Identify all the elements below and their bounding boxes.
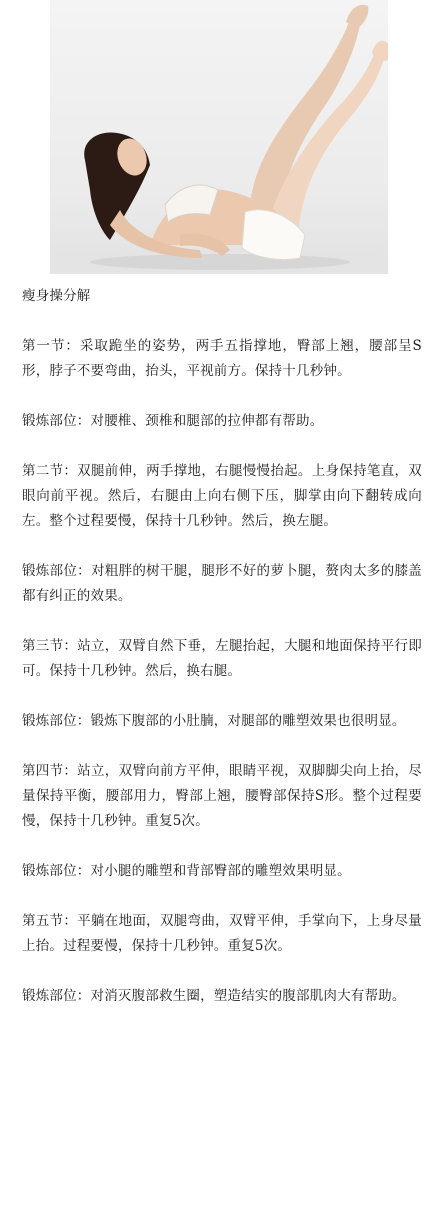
section-5-benefit: 锻炼部位：对消灭腹部救生圈，塑造结实的腹部肌肉大有帮助。 xyxy=(22,988,406,1004)
article-title: 瘦身操分解 xyxy=(22,288,91,304)
article-body xyxy=(22,284,422,1034)
section-2-benefit: 锻炼部位：对粗胖的树干腿，腿形不好的萝卜腿，赘肉太多的膝盖都有纠正的效果。 xyxy=(22,563,422,604)
section-1-benefit: 锻炼部位：对腰椎、颈椎和腿部的拉伸都有帮助。 xyxy=(22,413,324,429)
section-4-steps: 第四节：站立，双臂向前方平伸，眼睛平视，双脚脚尖向上抬，尽量保持平衡，腰部用力，臀部上翘，腰臀部保持S形。整个过程要慢，保持十几秒钟。重复5次。 xyxy=(22,763,422,829)
exercise-photo xyxy=(50,0,388,274)
section-1-steps: 第一节：采取跪坐的姿势，两手五指撑地，臀部上翘，腰部呈S形，脖子不要弯曲，抬头，平视前方。保持十几秒钟。 xyxy=(22,338,422,379)
section-2-steps: 第二节：双腿前伸，两手撑地，右腿慢慢抬起。上身保持笔直，双眼向前平视。然后，右腿由上向右侧下压，脚掌由向下翻转成向左。整个过程要慢，保持十几秒钟。然后，换左腿。 xyxy=(22,463,422,529)
section-5-steps: 第五节：平躺在地面，双腿弯曲，双臂平伸，手掌向下，上身尽量上抬。过程要慢，保持十几秒钟。重复5次。 xyxy=(22,913,422,954)
section-4-benefit: 锻炼部位：对小腿的雕塑和背部臀部的雕塑效果明显。 xyxy=(22,863,351,879)
section-3-steps: 第三节：站立，双臂自然下垂，左腿抬起，大腿和地面保持平行即可。保持十几秒钟。然后，换右腿。 xyxy=(22,638,422,679)
woman-exercise-illustration xyxy=(50,0,388,274)
section-3-benefit: 锻炼部位：锻炼下腹部的小肚腩，对腿部的雕塑效果也很明显。 xyxy=(22,713,406,729)
